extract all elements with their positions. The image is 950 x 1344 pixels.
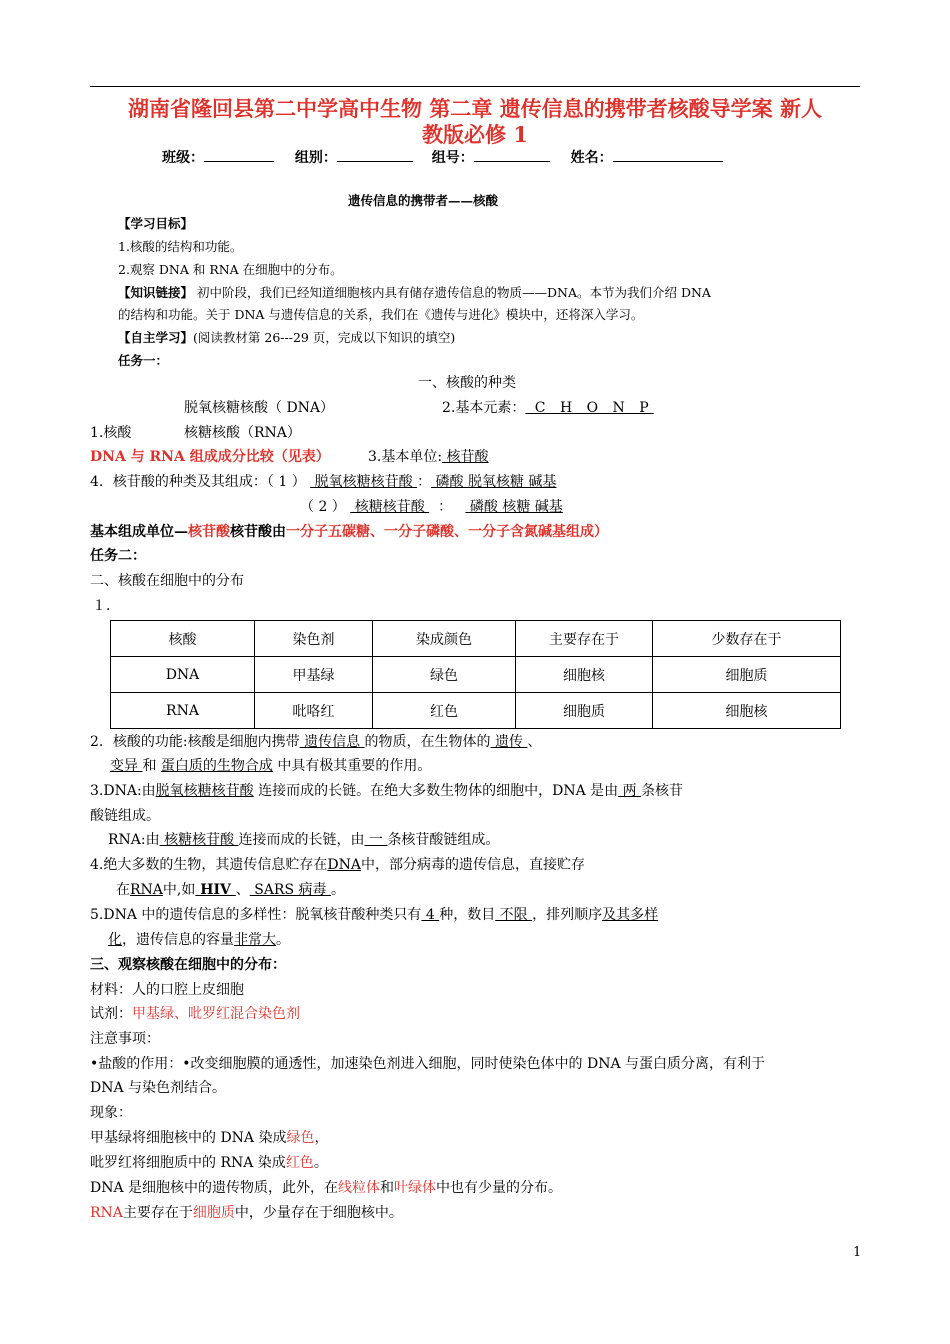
q3-d: 两: [618, 783, 642, 799]
p1-b: 绿色: [286, 1130, 315, 1146]
p3-b: 线粒体: [338, 1180, 381, 1196]
p2-b: 红色: [285, 1155, 314, 1171]
group-label: 组别：: [294, 150, 337, 166]
type2-parts: 磷酸 核糖 碱基: [465, 499, 563, 515]
table-header-cell: 主要存在于: [516, 621, 653, 657]
q3-k: 条核苷酸链组成。: [387, 832, 500, 848]
q5-j: 。: [276, 932, 290, 948]
knowledge-line-2: 的结构和功能。关于 DNA 与遗传信息的关系，我们在《遗传与进化》模块中，还将深入学习。: [118, 307, 644, 322]
p4-c: 细胞质: [192, 1205, 235, 1221]
q5-b: 4: [421, 907, 440, 923]
reagent-label: 试剂：: [90, 1006, 132, 1022]
number-label: 组号：: [431, 150, 474, 166]
objective-2: 2.观察 DNA 和 RNA 在细胞中的分布。: [118, 262, 343, 277]
material-line: 材料：人的口腔上皮细胞: [90, 982, 244, 998]
hcl-line-2: DNA 与染色剂结合。: [90, 1080, 227, 1096]
p4-b: 主要存在于: [122, 1205, 193, 1221]
nucleic-acid-table: [110, 620, 841, 729]
unit-value: 核苷酸: [442, 449, 489, 465]
notes-label: 注意事项：: [90, 1031, 160, 1047]
table-cell: 细胞质: [516, 693, 653, 729]
p3-c: 和: [380, 1180, 395, 1196]
q3-i: 连接而成的长链，由: [238, 832, 365, 848]
student-info-row: [162, 148, 723, 168]
p2-a: 吡罗红将细胞质中的 RNA 染成: [90, 1155, 286, 1171]
summary-a: 基本组成单位—: [90, 524, 188, 540]
elements-row: [442, 398, 654, 418]
knowledge-heading: 【知识链接】: [118, 285, 194, 300]
p1-c: ，: [314, 1130, 329, 1146]
type2-colon: ：: [438, 499, 453, 515]
self-study-heading: 【自主学习】: [118, 330, 194, 345]
q2-b: 遗传信息: [299, 734, 365, 750]
p4-d: 中，少量存在于细胞核中。: [234, 1205, 403, 1221]
self-study-line: [118, 328, 455, 348]
q4-c: 中，部分病毒的遗传信息，直接贮存: [360, 857, 585, 873]
q2-a: 2．核酸的功能:核酸是细胞内携带: [90, 734, 300, 750]
q4-i: SARS 病毒: [249, 882, 331, 898]
rna-label: 核糖核酸（RNA）: [184, 425, 301, 441]
p3-d: 叶绿体: [394, 1180, 437, 1196]
phenomenon-1: [90, 1128, 329, 1148]
q2-e: 、: [527, 734, 542, 750]
self-study-text: (阅读教材第 26---29 页，完成以下知识的填空): [193, 330, 456, 345]
types-row-2: [300, 497, 563, 517]
q4-j: 。: [330, 882, 345, 898]
q2-line-1: [90, 732, 541, 752]
lesson-title: 遗传信息的携带者——核酸: [348, 193, 499, 208]
table-cell: 红色: [373, 693, 516, 729]
table-header-cell: 核酸: [111, 621, 255, 657]
unit-label: 3.基本单位:: [368, 449, 443, 465]
phenomenon-3: [90, 1178, 562, 1198]
q5-f: 及其多样: [602, 907, 659, 923]
table-row: [111, 693, 841, 729]
q4-g: HIV: [195, 882, 236, 898]
unit-row: [368, 447, 489, 467]
phenomenon-label: 现象：: [90, 1105, 132, 1121]
q3-c: 连接而成的长链。在绝大多数生物体的细胞中，DNA 是由: [253, 783, 619, 799]
q2-d: 遗传: [490, 734, 528, 750]
q5-h: ，遗传信息的容量: [122, 932, 234, 948]
q3-line-1: [90, 781, 683, 801]
hcl-line-1: •盐酸的作用：•改变细胞膜的通透性，加速染色剂进入细胞，同时使染色体中的 DNA 与蛋白质分离，有利于: [90, 1056, 765, 1072]
table-cell: DNA: [111, 657, 255, 693]
q3-b: 脱氧核糖核苷酸: [155, 783, 254, 799]
type1-name: 脱氧核糖核苷酸: [310, 474, 418, 490]
q2-g: 和: [142, 758, 161, 774]
table-cell: 细胞核: [653, 693, 841, 729]
number-field[interactable]: [474, 148, 550, 162]
task1-label: 任务一：: [118, 353, 169, 368]
section3-title: 三、观察核酸在细胞中的分布：: [90, 957, 286, 973]
task2-item1: １.: [92, 598, 111, 614]
q3-h: 核糖核苷酸: [159, 832, 239, 848]
p3-e: 中也有少量的分布。: [436, 1180, 563, 1196]
phenomenon-4: [90, 1203, 403, 1223]
knowledge-line-1: [118, 283, 711, 303]
summary-d: 一分子五碳糖、一分子磷酸、一分子含氮碱基组成）: [286, 524, 608, 540]
type2-prefix: （ 2 ）: [300, 499, 346, 515]
table-header-cell: 染色剂: [255, 621, 373, 657]
q5-a: 5.DNA 中的遗传信息的多样性：脱氧核苷酸种类只有: [90, 907, 422, 923]
summary-line: [90, 522, 608, 542]
q2-h: 蛋白质的生物合成: [160, 758, 273, 774]
q5-c: 种，数目: [439, 907, 496, 923]
q4-d: 在: [116, 882, 130, 898]
header-rule: [90, 86, 860, 87]
table-cell: RNA: [111, 693, 255, 729]
q4-e: RNA: [130, 882, 163, 898]
group-field[interactable]: [337, 148, 413, 162]
reagent-value: 甲基绿、吡罗红混合染色剂: [132, 1006, 300, 1022]
q2-line-2: [110, 756, 431, 776]
task2-label: 任务二：: [90, 548, 146, 564]
q4-f: 中,如: [162, 882, 196, 898]
name-field[interactable]: [613, 148, 723, 162]
section1-title: 一、核酸的种类: [418, 375, 516, 391]
summary-c: 核苷酸由: [230, 524, 286, 540]
type2-name: 核糖核苷酸: [350, 499, 430, 515]
q5-line-2: [108, 930, 290, 950]
name-label: 姓名：: [570, 150, 613, 166]
q2-c: 的物质，在生物体的: [364, 734, 491, 750]
table-cell: 吡咯红: [255, 693, 373, 729]
type1-colon: ：: [417, 474, 432, 490]
types-label: 4．核苷酸的种类及其组成：（ 1 ）: [90, 474, 306, 490]
page-number: 1: [853, 1245, 862, 1260]
class-label: 班级：: [162, 150, 204, 166]
objectives-heading: 【学习目标】: [118, 216, 194, 231]
table-cell: 甲基绿: [255, 657, 373, 693]
q3-g: RNA:由: [108, 832, 160, 848]
elements-label: 2.基本元素：: [442, 400, 526, 416]
table-cell: 绿色: [373, 657, 516, 693]
table-row: [111, 657, 841, 693]
table-cell: 细胞质: [653, 657, 841, 693]
q3-line-2: 酸链组成。: [90, 808, 160, 824]
table-header-cell: 染成颜色: [373, 621, 516, 657]
q3-a: 3.DNA:由: [90, 783, 156, 799]
q4-h: 、: [235, 882, 250, 898]
type1-parts: 磷酸 脱氧核糖 碱基: [431, 474, 557, 490]
page-title-line2: 教版必修 1: [422, 122, 528, 147]
q3-line-3: [108, 830, 499, 850]
q3-j: 一: [364, 832, 388, 848]
q5-line-1: [90, 905, 658, 925]
table-cell: 细胞核: [516, 657, 653, 693]
page-title-line1: 湖南省隆回县第二中学高中生物 第二章 遗传信息的携带者核酸导学案 新人: [128, 96, 822, 121]
q4-line-1: [90, 855, 585, 875]
table-header-row: [111, 621, 841, 657]
q5-g: 化: [108, 932, 122, 948]
q2-i: 中具有极其重要的作用。: [272, 758, 432, 774]
q5-i: 非常大: [234, 932, 276, 948]
nucleic-label: 1.核酸: [90, 425, 132, 441]
summary-b: 核苷酸: [188, 524, 230, 540]
q4-a: 4.绝大多数的生物，其遗传信息贮存在: [90, 857, 328, 873]
objective-1: 1.核酸的结构和功能。: [118, 239, 243, 254]
p1-a: 甲基绿将细胞核中的 DNA 染成: [90, 1130, 287, 1146]
dna-label: 脱氧核糖核酸（ DNA）: [184, 400, 335, 416]
q5-e: ，排列顺序: [532, 907, 603, 923]
types-row-1: [90, 472, 556, 492]
section2-title: 二、核酸在细胞中的分布: [90, 573, 244, 589]
table-header-cell: 少数存在于: [653, 621, 841, 657]
q2-f: 变异: [110, 758, 143, 774]
q4-b: DNA: [327, 857, 361, 873]
q5-d: 不限: [495, 907, 533, 923]
p2-c: 。: [313, 1155, 328, 1171]
reagent-line: [90, 1004, 300, 1024]
elements-value: C H O N P: [525, 400, 654, 416]
q4-line-2: [116, 880, 345, 900]
knowledge-text-1: 初中阶段，我们已经知道细胞核内具有储存遗传信息的物质——DNA。本节为我们介绍 DNA: [193, 285, 711, 300]
compare-note: DNA 与 RNA 组成成分比较（见表）: [90, 449, 330, 465]
phenomenon-2: [90, 1153, 328, 1173]
p4-a: RNA: [90, 1205, 123, 1221]
p3-a: DNA 是细胞核中的遗传物质，此外，在: [90, 1180, 339, 1196]
q3-e: 条核苷: [641, 783, 684, 799]
class-field[interactable]: [204, 148, 274, 162]
